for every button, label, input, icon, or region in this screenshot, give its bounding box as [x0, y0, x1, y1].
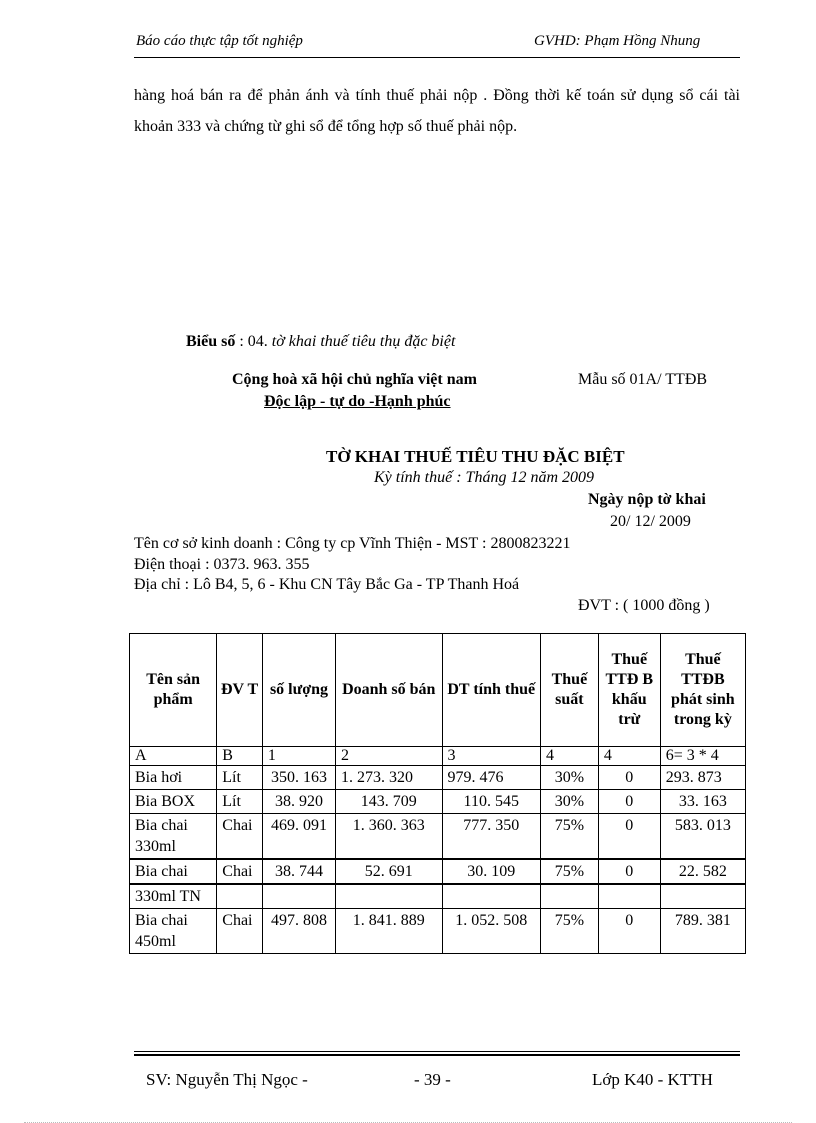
table-cell: 52. 691	[335, 859, 442, 884]
footer-page-number: - 39 -	[414, 1070, 451, 1089]
table-cell	[598, 884, 660, 909]
table-cell: 777. 350	[442, 814, 540, 860]
unit-label: ĐVT : ( 1000 đồng )	[578, 597, 710, 614]
table-cell	[335, 884, 442, 909]
header-cell: Tên sản phẩm	[130, 634, 217, 747]
table-cell: 75%	[540, 814, 598, 860]
index-cell: 6= 3 * 4	[660, 747, 745, 766]
table-cell: 1. 273. 320	[335, 766, 442, 790]
address-info: Địa chỉ : Lô B4, 5, 6 - Khu CN Tây Bắc Ga - TP Thanh Hoá	[134, 576, 520, 593]
header-cell: Doanh số bán	[335, 634, 442, 747]
footer-class: Lớp K40 - KTTH	[592, 1070, 713, 1089]
table-cell: 38. 744	[262, 859, 335, 884]
header-cell: Thuế TTĐ B khấu trừ	[598, 634, 660, 747]
index-cell: B	[217, 747, 263, 766]
table-cell: Bia chai 330ml	[130, 814, 217, 860]
header-cell: Thuế suất	[540, 634, 598, 747]
table-cell: Bia hơi	[130, 766, 217, 790]
table-cell	[217, 884, 263, 909]
header-cell: ĐV T	[217, 634, 263, 747]
table-cell: 979. 476	[442, 766, 540, 790]
table-cell: 469. 091	[262, 814, 335, 860]
index-cell: 2	[335, 747, 442, 766]
table-cell: 38. 920	[262, 790, 335, 814]
table-cell: Bia chai	[130, 859, 217, 884]
index-cell: A	[130, 747, 217, 766]
motto: Độc lập - tự do -Hạnh phúc	[264, 393, 451, 410]
footer-rule-thin	[134, 1051, 740, 1052]
phone-info: Điện thoại : 0373. 963. 355	[134, 556, 310, 573]
index-cell: 1	[262, 747, 335, 766]
table-cell	[540, 884, 598, 909]
table-cell: Chai	[217, 814, 263, 860]
form-title: TỜ KHAI THUẾ TIÊU THU ĐẶC BIỆT	[326, 447, 625, 466]
submit-date-label: Ngày nộp tờ khai	[588, 491, 706, 508]
bieu-so-label: Biểu số	[186, 333, 236, 350]
index-cell: 4	[540, 747, 598, 766]
company-info: Tên cơ sở kinh doanh : Công ty cp Vĩnh Thiện - MST : 2800823221	[134, 535, 571, 552]
table-cell: 0	[598, 790, 660, 814]
bieu-so-number: : 04.	[239, 333, 268, 350]
table-cell: 583. 013	[660, 814, 745, 860]
table-cell: 0	[598, 766, 660, 790]
table-cell	[262, 884, 335, 909]
table-cell: 293. 873	[660, 766, 745, 790]
index-cell: 3	[442, 747, 540, 766]
table-cell: 330ml TN	[130, 884, 217, 909]
table-cell: 350. 163	[262, 766, 335, 790]
table-cell: Chai	[217, 909, 263, 954]
table-row	[130, 766, 746, 790]
table-header-row	[130, 634, 746, 747]
footer-student: SV: Nguyễn Thị Ngọc -	[146, 1070, 308, 1089]
table-cell: 33. 163	[660, 790, 745, 814]
table-cell: 1. 052. 508	[442, 909, 540, 954]
table-cell: 75%	[540, 859, 598, 884]
body-paragraph: hàng hoá bán ra để phản ánh và tính thuế phải nộp . Đồng thời kế toán sử dụng sổ cái tài khoản 333 và chứng từ ghi sổ để tổng hợp số thuế phải nộp.	[134, 87, 740, 135]
table-cell: 22. 582	[660, 859, 745, 884]
table-cell: Lít	[217, 766, 263, 790]
table-cell: Bia chai 450ml	[130, 909, 217, 954]
table-cell: 143. 709	[335, 790, 442, 814]
table-cell: 1. 360. 363	[335, 814, 442, 860]
table-cell: Lít	[217, 790, 263, 814]
table-row	[130, 909, 746, 954]
footer-rule-thick	[134, 1054, 740, 1056]
table-row	[130, 790, 746, 814]
form-number: Mẫu số 01A/ TTĐB	[578, 371, 708, 388]
table-cell: 0	[598, 814, 660, 860]
header-cell: DT tính thuế	[442, 634, 540, 747]
country-heading: Cộng hoà xã hội chủ nghĩa việt nam	[232, 371, 477, 388]
table-cell: 30%	[540, 766, 598, 790]
table-cell: 75%	[540, 909, 598, 954]
bieu-so-caption	[186, 333, 455, 351]
table-cell	[660, 884, 745, 909]
table-cell: 30. 109	[442, 859, 540, 884]
table-cell: 0	[598, 909, 660, 954]
table-cell: 497. 808	[262, 909, 335, 954]
header-rule	[134, 57, 740, 58]
table-cell: Bia BOX	[130, 790, 217, 814]
header-right: GVHD: Phạm Hồng Nhung	[534, 33, 701, 49]
table-cell: 30%	[540, 790, 598, 814]
table-cell: 0	[598, 859, 660, 884]
header-cell: số lượng	[262, 634, 335, 747]
tax-declaration-table	[129, 633, 746, 954]
header-left: Báo cáo thực tập tốt nghiệp	[136, 33, 303, 49]
header-cell: Thuế TTĐB phát sinh trong kỳ	[660, 634, 745, 747]
table-cell: 789. 381	[660, 909, 745, 954]
table-row	[130, 859, 746, 884]
tax-period: Kỳ tính thuế : Tháng 12 năm 2009	[374, 469, 594, 486]
table-index-row	[130, 747, 746, 766]
table-row	[130, 814, 746, 860]
table-cell: 110. 545	[442, 790, 540, 814]
table-cell: 1. 841. 889	[335, 909, 442, 954]
submit-date: 20/ 12/ 2009	[610, 513, 691, 530]
table-cell: Chai	[217, 859, 263, 884]
table-row	[130, 884, 746, 909]
index-cell: 4	[598, 747, 660, 766]
table-cell	[442, 884, 540, 909]
bieu-so-name: tờ khai thuế tiêu thụ đặc biệt	[271, 333, 456, 350]
